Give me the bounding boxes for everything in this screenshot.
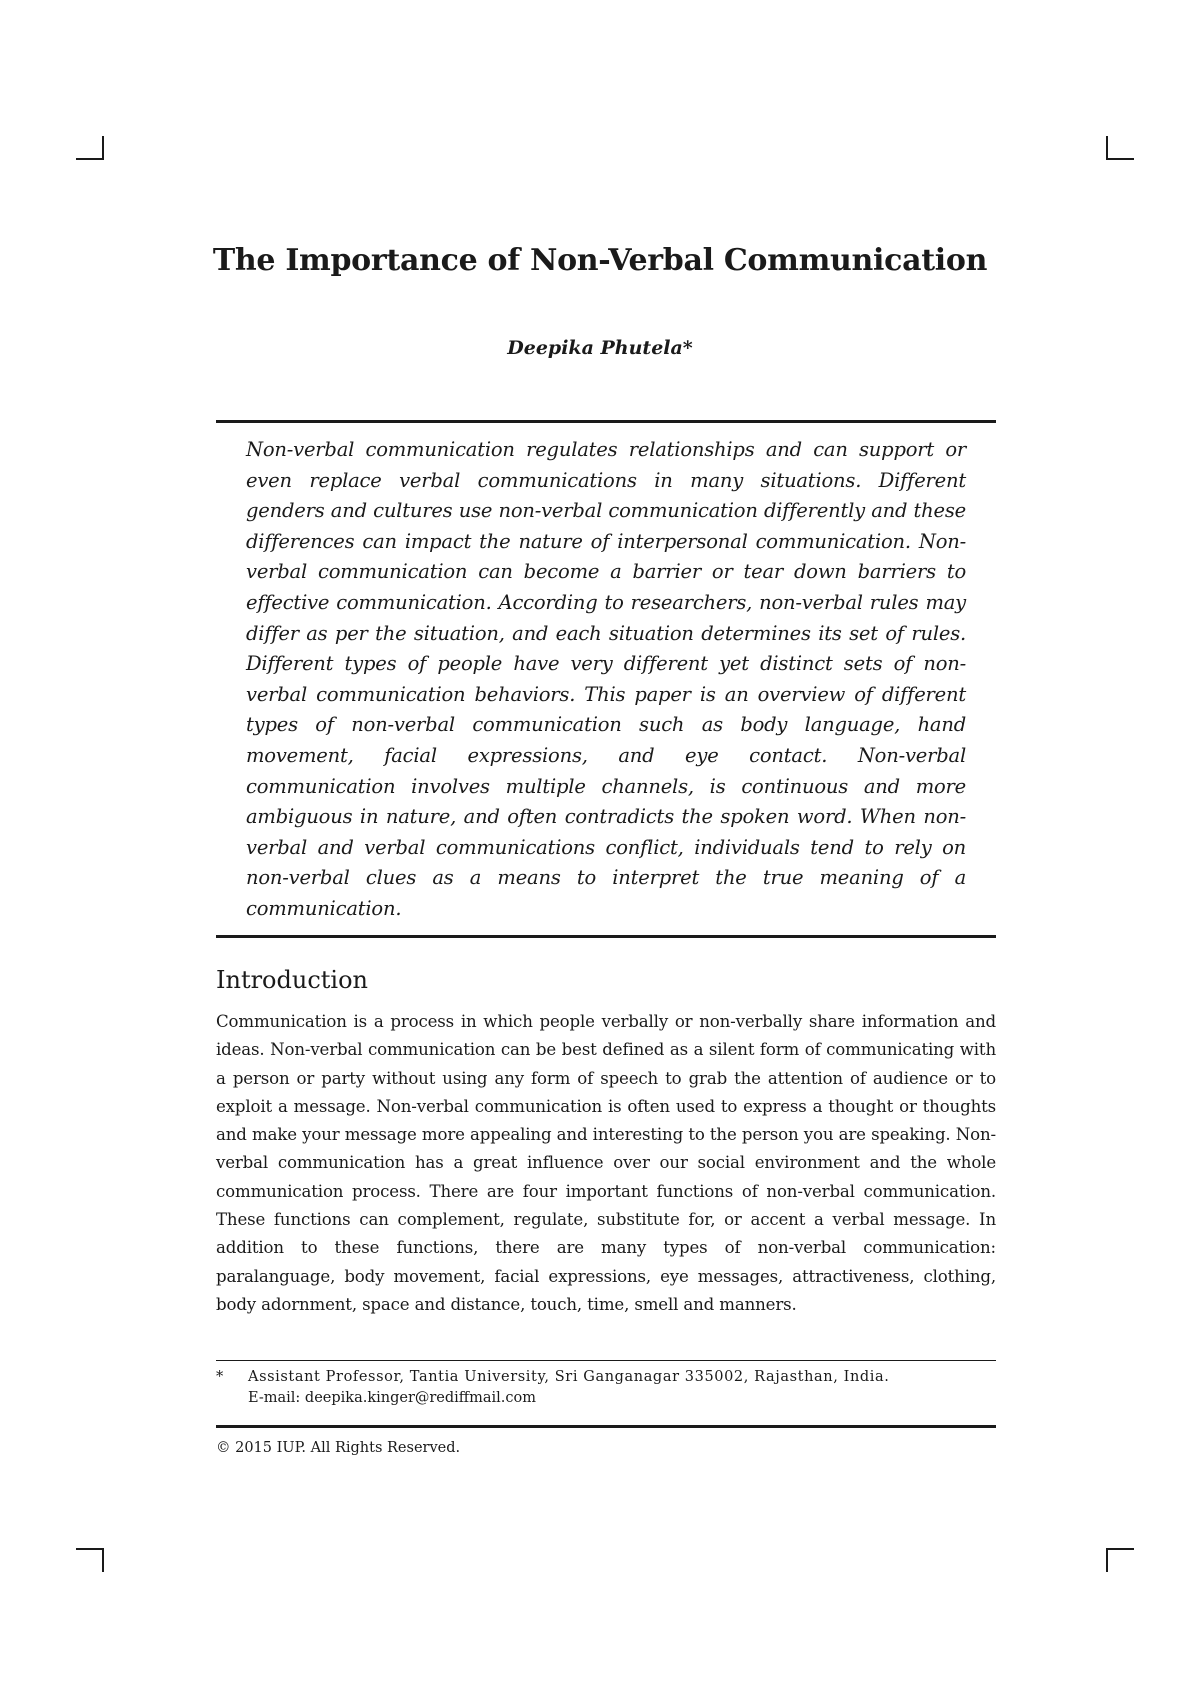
abstract-box [216, 420, 996, 938]
footnote [216, 1360, 996, 1409]
abstract-text: Non-verbal communication regulates relationships and can support or even replace verbal communications in many situations. Different genders and cultures use non-verbal communication differently and these differences can impact the nature of interpersonal communication. Non-verbal communication can become a barrier or tear down barriers to effective communication. According to researchers, non-verbal rules may differ as per the situation, and each situation determines its set of rules. Different types of people have very different yet distinct sets of non-verbal communication behaviors. This paper is an overview of different types of non-verbal communication such as body language, hand movement, facial expressions, and eye contact. Non-verbal communication involves multiple channels, is continuous and more ambiguous in nature, and often contradicts the spoken word. When non-verbal and verbal communications conflict, individuals tend to rely on non-verbal clues as a means to interpret the true meaning of a communication. [246, 438, 966, 920]
paper-title: The Importance of Non-Verbal Communication [212, 243, 988, 278]
crop-mark-bottom-left [76, 1548, 104, 1572]
footnote-email: E-mail: deepika.kinger@rediffmail.com [248, 1390, 536, 1406]
crop-mark-top-left [76, 136, 104, 160]
author-name: Deepika Phutela* [507, 337, 693, 359]
crop-mark-top-right [1106, 136, 1134, 160]
footnote-mark: * [216, 1369, 224, 1385]
copyright-notice: © 2015 IUP. All Rights Reserved. [216, 1425, 996, 1456]
introduction-paragraph: Communication is a process in which people verbally or non-verbally share information and ideas. Non-verbal communication can be best defined as a silent form of communicating with a person or party without using any form of speech to grab the attention of audience or to exploit a message. Non-verbal communication is often used to express a thought or thoughts and make your message more appealing and interesting to the person you are speaking. Non-verbal communication has a great influence over our social environment and the whole communication process. There are four important functions of non-verbal communication. These functions can complement, regulate, substitute for, or accent a verbal message. In addition to these functions, there are many types of non-verbal communication: paralanguage, body movement, facial expressions, eye messages, attractiveness, clothing, body adornment, space and distance, touch, time, smell and manners. [216, 1012, 996, 1314]
crop-mark-bottom-right [1106, 1548, 1134, 1572]
section-heading-introduction: Introduction [216, 966, 368, 994]
footnote-affiliation: Assistant Professor, Tantia University, Sri Ganganagar 335002, Rajasthan, India. [248, 1369, 890, 1385]
